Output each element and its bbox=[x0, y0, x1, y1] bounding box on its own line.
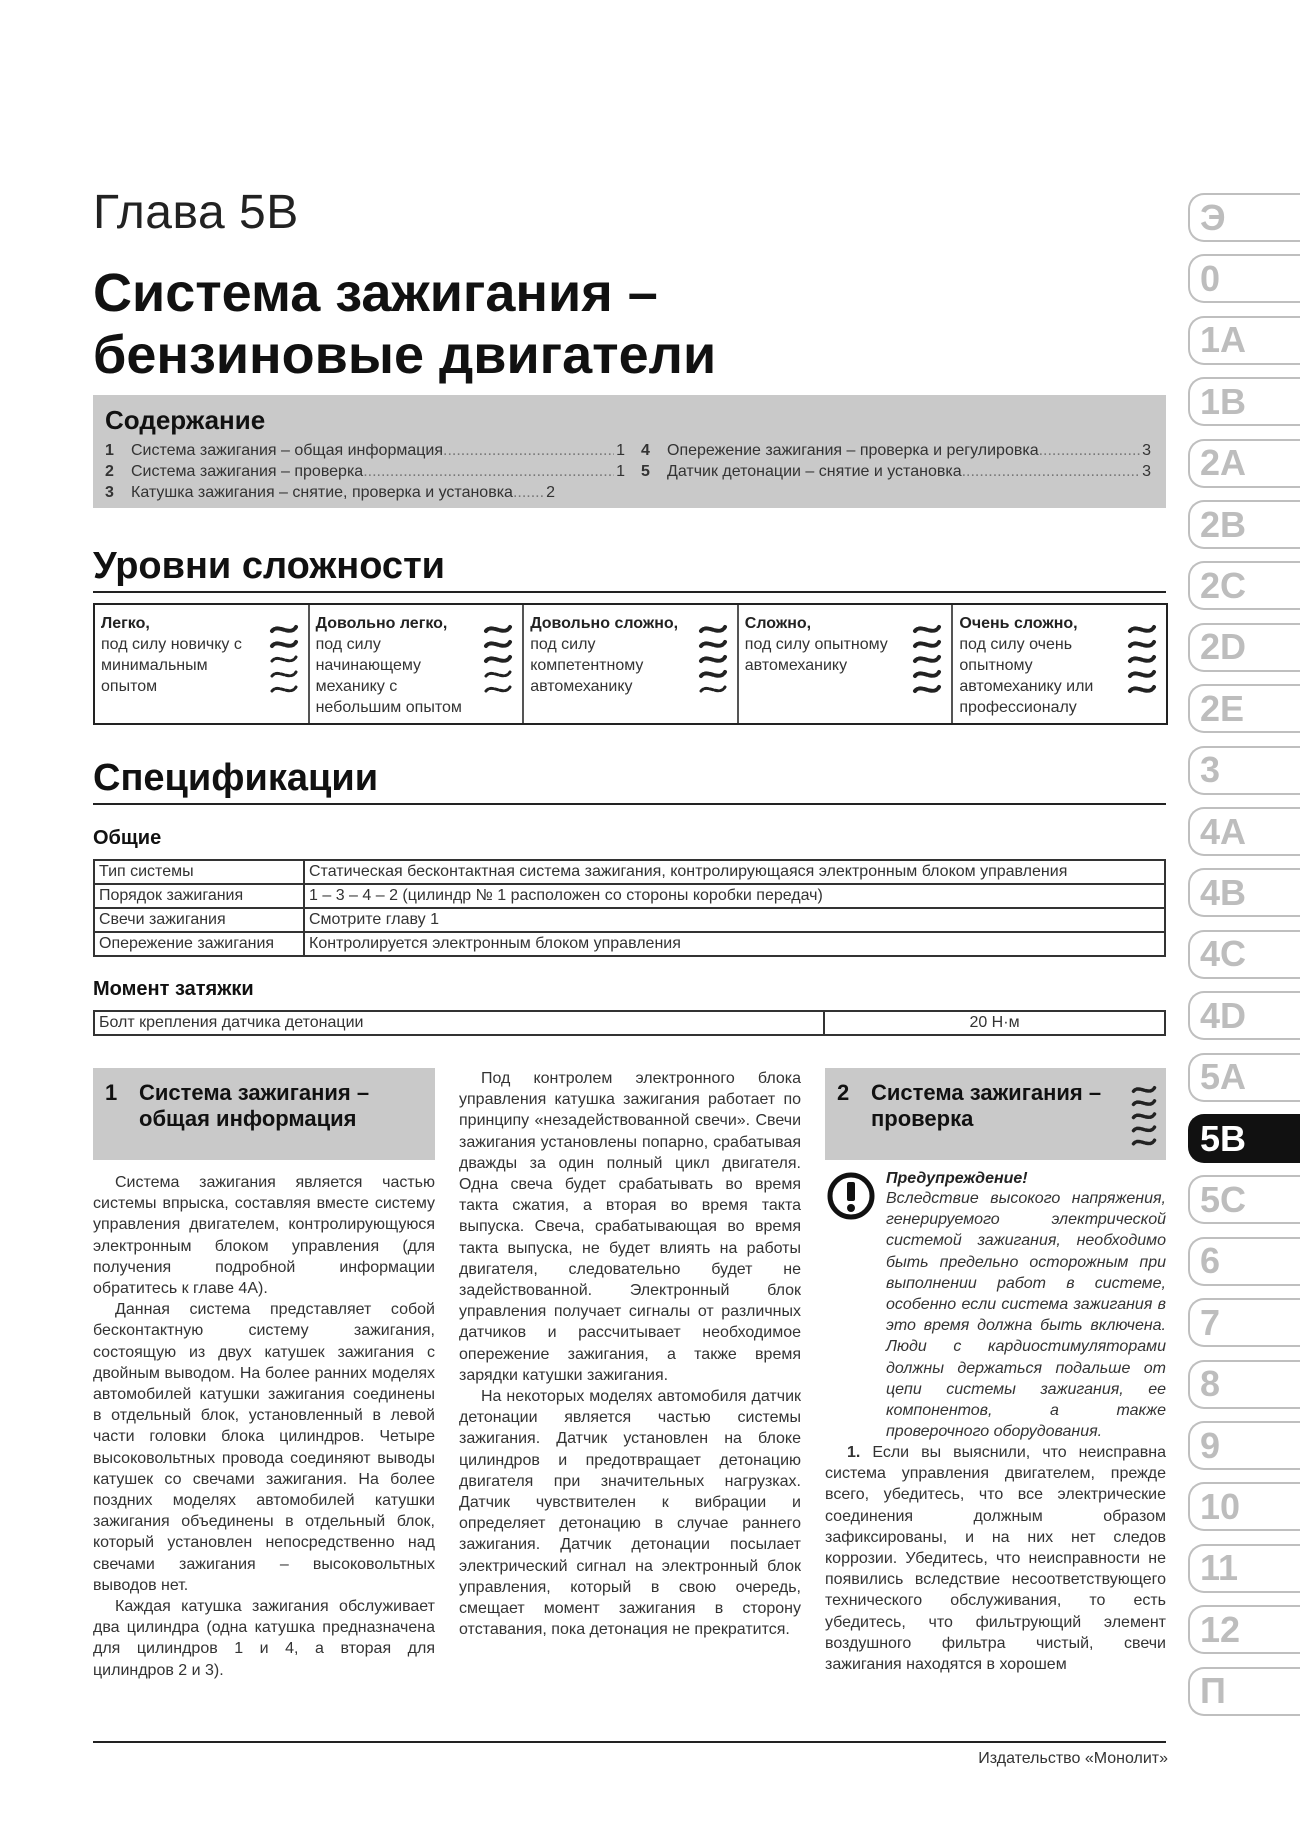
chapter-tab[interactable]: 1B bbox=[1188, 377, 1300, 426]
chapter-tab[interactable]: 1A bbox=[1188, 316, 1300, 365]
leader-dots bbox=[513, 482, 544, 503]
chapter-tab[interactable]: 0 bbox=[1188, 254, 1300, 303]
difficulty-title: Легко, bbox=[101, 615, 150, 632]
chapter-tab[interactable]: 5A bbox=[1188, 1053, 1300, 1102]
chapter-tab[interactable]: 4C bbox=[1188, 930, 1300, 979]
section-2-header bbox=[825, 1068, 1166, 1160]
torque-table bbox=[93, 1010, 1166, 1036]
chapter-tab[interactable]: 3 bbox=[1188, 746, 1300, 795]
difficulty-level-1 bbox=[95, 605, 308, 723]
chapter-tab[interactable]: Э bbox=[1188, 193, 1300, 242]
contents-item-number: 5 bbox=[641, 463, 650, 480]
chapter-label: Глава 5В bbox=[93, 186, 299, 239]
warning-icon bbox=[827, 1172, 875, 1220]
text-column-1 bbox=[93, 1172, 435, 1681]
contents-item[interactable] bbox=[105, 440, 625, 461]
leader-dots bbox=[363, 461, 614, 482]
difficulty-title: Сложно, bbox=[744, 615, 812, 632]
difficulty-level-5 bbox=[951, 605, 1166, 723]
contents-column-right bbox=[641, 440, 1151, 482]
step-number: 1. bbox=[847, 1444, 861, 1461]
paragraph: Система зажигания является частью системы впрыска, составляя вместе систему управления двигателем, контролирующуюся электронным блоком управления (для получения подробной информации обратитесь к главе 4А). bbox=[93, 1174, 435, 1298]
contents-item-text: Датчик детонации – снятие и установка bbox=[667, 463, 962, 480]
chapter-tab[interactable]: 4A bbox=[1188, 807, 1300, 856]
chapter-tab[interactable]: 2C bbox=[1188, 561, 1300, 610]
contents-item-text: Система зажигания – проверка bbox=[131, 463, 364, 480]
chapter-tab[interactable]: 5B bbox=[1188, 1114, 1300, 1163]
chapter-tab[interactable]: 5C bbox=[1188, 1175, 1300, 1224]
table-row bbox=[94, 932, 1165, 956]
contents-item-page: 2 bbox=[546, 484, 555, 501]
difficulty-desc: под силу очень опытному автомеханику или профессионалу bbox=[959, 636, 1094, 716]
chapter-tab[interactable]: 11 bbox=[1188, 1544, 1300, 1593]
spec-label: Опережение зажигания bbox=[94, 932, 304, 956]
warning-text: Вследствие высокого напряжения, генерируемого электрической системой зажигания, необходимо быть предельно осторожным при выполнении работ в системе, особенно если система зажигания в это время должна быть включена. Люди с кардиостимуляторами должны держаться подальше от цепи системы зажигания, ее компонентов, а также проверочного оборудования. bbox=[886, 1190, 1166, 1441]
table-row bbox=[94, 1011, 1165, 1035]
chapter-title bbox=[93, 262, 716, 386]
spec-value: Смотрите главу 1 bbox=[304, 908, 1165, 932]
contents-column-left bbox=[105, 440, 625, 503]
wrench-icon bbox=[482, 617, 514, 697]
contents-box bbox=[93, 395, 1166, 508]
chapter-tab[interactable]: П bbox=[1188, 1667, 1300, 1716]
difficulty-level-4 bbox=[737, 605, 952, 723]
contents-item-number: 2 bbox=[105, 463, 114, 480]
difficulty-desc: под силу новичку с минимальным опытом bbox=[101, 636, 242, 695]
leader-dots bbox=[1039, 440, 1141, 461]
section-number: 1 bbox=[105, 1080, 118, 1105]
text-column-3 bbox=[825, 1442, 1166, 1675]
chapter-tab[interactable]: 6 bbox=[1188, 1237, 1300, 1286]
table-row bbox=[94, 884, 1165, 908]
difficulty-heading: Уровни сложности bbox=[93, 545, 446, 587]
chapter-tab[interactable]: 2A bbox=[1188, 439, 1300, 488]
difficulty-desc: под силу опытному автомеханику bbox=[744, 636, 888, 674]
difficulty-table bbox=[93, 603, 1168, 725]
difficulty-desc: под силу компетентному автомеханику bbox=[530, 636, 644, 695]
general-heading: Общие bbox=[93, 827, 162, 849]
paragraph: Данная система представляет собой бесконтактную систему зажигания, состоящую из двух катушек зажигания с двойным выводом. На более ранних моделях автомобилей катушки зажигания соединены в отдельный блок, установленный в левой части головки блока цилиндров. Четыре высоковольтных провода соединяют выводы катушек со свечами зажигания. На более поздних моделях автомобилей катушки зажигания объединены в отдельный блок, который установлен непосредственно над свечами зажигания – высоковольтных выводов нет. bbox=[93, 1301, 435, 1594]
chapter-tab[interactable]: 12 bbox=[1188, 1605, 1300, 1654]
chapter-tab[interactable]: 7 bbox=[1188, 1298, 1300, 1347]
contents-item-text: Катушка зажигания – снятие, проверка и установка bbox=[131, 484, 513, 501]
spec-value: 20 Н·м bbox=[824, 1011, 1165, 1035]
difficulty-title: Довольно легко, bbox=[315, 615, 448, 632]
spec-value: Статическая бесконтактная система зажигания, контролирующаяся электронным блоком управления bbox=[304, 860, 1165, 884]
contents-item-page: 1 bbox=[616, 442, 625, 459]
step-text: Если вы выяснили, что неисправна система управления двигателем, прежде всего, убедитесь, что все электрические соединения должным образом зафиксированы, и на них нет следов коррозии. Убедитесь, что неисправности не появились вследствие несоответствующего технического обслуживания, то есть убедитесь, что фильтрующий элемент воздушного фильтра чистый, свечи зажигания находятся в хорошем bbox=[825, 1444, 1166, 1674]
contents-item-page: 1 bbox=[616, 463, 625, 480]
general-specs-table bbox=[93, 859, 1166, 957]
spec-label: Порядок зажигания bbox=[94, 884, 304, 908]
contents-item-number: 1 bbox=[105, 442, 114, 459]
wrench-icon bbox=[911, 617, 943, 697]
warning-title: Предупреждение! bbox=[886, 1170, 1028, 1187]
divider bbox=[93, 591, 1166, 593]
chapter-tab[interactable]: 4B bbox=[1188, 868, 1300, 917]
chapter-tab[interactable]: 2E bbox=[1188, 684, 1300, 733]
chapter-tab[interactable]: 2B bbox=[1188, 500, 1300, 549]
wrench-icon bbox=[1130, 1074, 1158, 1154]
chapter-tab[interactable]: 4D bbox=[1188, 991, 1300, 1040]
table-row bbox=[94, 860, 1165, 884]
difficulty-level-3 bbox=[522, 605, 737, 723]
publisher-name: Издательство «Монолит» bbox=[978, 1750, 1168, 1767]
chapter-tab[interactable]: 8 bbox=[1188, 1360, 1300, 1409]
torque-heading: Момент затяжки bbox=[93, 978, 254, 1000]
spec-value: 1 – 3 – 4 – 2 (цилиндр № 1 расположен со стороны коробки передач) bbox=[304, 884, 1165, 908]
contents-item-number: 4 bbox=[641, 442, 650, 459]
chapter-tab[interactable]: 9 bbox=[1188, 1421, 1300, 1470]
paragraph bbox=[825, 1442, 1166, 1675]
leader-dots bbox=[443, 440, 614, 461]
contents-item-number: 3 bbox=[105, 484, 114, 501]
spec-label: Болт крепления датчика детонации bbox=[94, 1011, 824, 1035]
contents-heading: Содержание bbox=[105, 405, 266, 435]
contents-item[interactable] bbox=[105, 482, 555, 503]
section-1-header bbox=[93, 1068, 435, 1160]
contents-item[interactable] bbox=[641, 440, 1151, 461]
leader-dots bbox=[962, 461, 1141, 482]
difficulty-desc: под силу начинающему механику с небольшим опытом bbox=[315, 636, 462, 716]
contents-item-page: 3 bbox=[1142, 442, 1151, 459]
contents-item-page: 3 bbox=[1142, 463, 1151, 480]
footer-divider bbox=[93, 1741, 1166, 1743]
paragraph: Под контролем электронного блока управления катушка зажигания работает по принципу «незадействованной свечи». Свечи зажигания установлены попарно, срабатывая дважды за один полный цикл двигателя. Одна свеча будет срабатывать во время такта сжатия, а вторая во время такта выпуска. Свеча, срабатывающая во время такта выпуска, не будет влиять на работы двигателя, следовательно будет не задействованной. Электронный блок управления получает сигналы от различных датчиков и рассчитывает необходимое опережение зажигания, а также время зарядки катушки зажигания. bbox=[459, 1070, 801, 1384]
wrench-icon bbox=[1126, 617, 1158, 697]
contents-item[interactable] bbox=[641, 461, 1151, 482]
text-column-2 bbox=[459, 1068, 801, 1640]
difficulty-title: Очень сложно, bbox=[959, 615, 1078, 632]
divider bbox=[93, 803, 1166, 805]
section-number: 2 bbox=[837, 1080, 850, 1105]
contents-item-text: Опережение зажигания – проверка и регулировка bbox=[667, 442, 1039, 459]
wrench-icon bbox=[697, 617, 729, 697]
difficulty-level-2 bbox=[308, 605, 523, 723]
spec-label: Свечи зажигания bbox=[94, 908, 304, 932]
warning-block bbox=[886, 1170, 1166, 1442]
section-title: Система зажигания – проверка bbox=[871, 1080, 1102, 1131]
contents-item-text: Система зажигания – общая информация bbox=[131, 442, 443, 459]
wrench-icon bbox=[268, 617, 300, 697]
chapter-tab[interactable]: 10 bbox=[1188, 1482, 1300, 1531]
chapter-title-line1: Система зажигания – bbox=[93, 263, 658, 323]
contents-item[interactable] bbox=[105, 461, 625, 482]
spec-label: Тип системы bbox=[94, 860, 304, 884]
spec-value: Контролируется электронным блоком управления bbox=[304, 932, 1165, 956]
specs-heading: Спецификации bbox=[93, 757, 379, 799]
difficulty-title: Довольно сложно, bbox=[530, 615, 679, 632]
paragraph: Каждая катушка зажигания обслуживает два цилиндра (одна катушка предназначена для цилиндров 1 и 4, а вторая для цилиндров 2 и 3). bbox=[93, 1598, 435, 1679]
chapter-title-line2: бензиновые двигатели bbox=[93, 325, 717, 385]
section-title: Система зажигания – общая информация bbox=[139, 1080, 370, 1131]
chapter-tab[interactable]: 2D bbox=[1188, 623, 1300, 672]
table-row bbox=[94, 908, 1165, 932]
paragraph: На некоторых моделях автомобиля датчик детонации является частью системы зажигания. Датчик установлен на блоке цилиндров и предотвращает детонацию двигателя при значительных нагрузках. Датчик чувствителен к вибрации и определяет детонацию в случае раннего зажигания. Датчик детонации посылает электрический сигнал на электронный блок управления, который в свою очередь, смещает момент зажигания в сторону отставания, пока детонация не прекратится. bbox=[459, 1388, 801, 1639]
